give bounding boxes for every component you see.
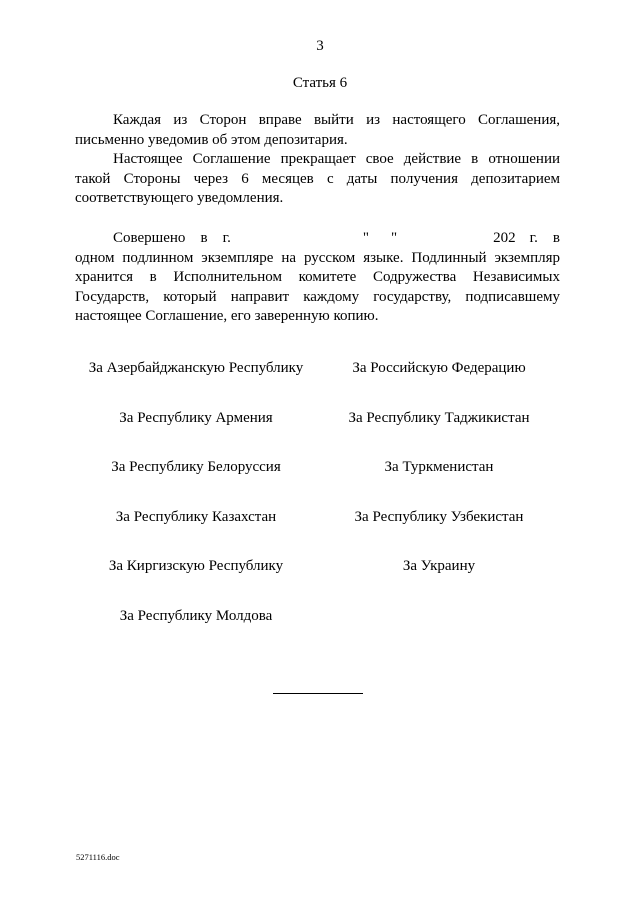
signature-row bbox=[75, 608, 560, 658]
quote-close: " bbox=[391, 230, 398, 246]
paragraph-withdrawal bbox=[75, 111, 560, 150]
done-at-text: Совершено в г. bbox=[113, 230, 231, 246]
signature-block bbox=[75, 360, 560, 657]
signature-kazakhstan: За Республику Казахстан bbox=[115, 508, 277, 525]
signature-uzbekistan: За Республику Узбекистан bbox=[354, 508, 524, 525]
signature-row bbox=[75, 558, 560, 608]
page-number: 3 bbox=[316, 38, 324, 54]
paragraph-text: г. в одном подлинном экземпляре на русском языке. Подлинный экземпляр хранится в Исполнительном комитете Содружества Независимых Государств, который направит каждому государству, подписавшему настоящее Соглашение, его заверенную копию. bbox=[75, 230, 561, 324]
signature-row bbox=[75, 410, 560, 460]
signature-row bbox=[75, 509, 560, 559]
quote-open: " bbox=[362, 230, 369, 246]
signature-moldova: За Республику Молдова bbox=[119, 607, 273, 624]
signature-kyrgyzstan: За Киргизскую Республику bbox=[108, 558, 284, 574]
year-prefix: 202 bbox=[493, 230, 516, 246]
paragraph-done-at bbox=[75, 229, 560, 327]
paragraph-termination bbox=[75, 150, 560, 209]
signature-turkmenistan: За Туркменистан bbox=[384, 459, 494, 475]
signature-row bbox=[75, 360, 560, 410]
article-title: Статья 6 bbox=[292, 75, 348, 91]
signature-row bbox=[75, 459, 560, 509]
signature-azerbaijan: За Азербайджанскую Республику bbox=[88, 360, 304, 376]
signature-russia: За Российскую Федерацию bbox=[352, 360, 526, 376]
footer-filename: 5271116.doc bbox=[76, 852, 120, 862]
paragraph-text: Каждая из Сторон вправе выйти из настоящего Соглашения, письменно уведомив об этом депозитария. bbox=[75, 112, 560, 148]
paragraph-text: Настоящее Соглашение прекращает свое действие в отношении такой Стороны через 6 месяцев с даты получения депозитарием соответствующего уведомления. bbox=[75, 151, 560, 206]
signature-armenia: За Республику Армения bbox=[119, 409, 273, 426]
signature-belarus: За Республику Белоруссия bbox=[111, 459, 281, 475]
signature-tajikistan: За Республику Таджикистан bbox=[348, 409, 530, 426]
end-of-document-rule bbox=[273, 693, 363, 694]
signature-ukraine: За Украину bbox=[402, 558, 476, 574]
